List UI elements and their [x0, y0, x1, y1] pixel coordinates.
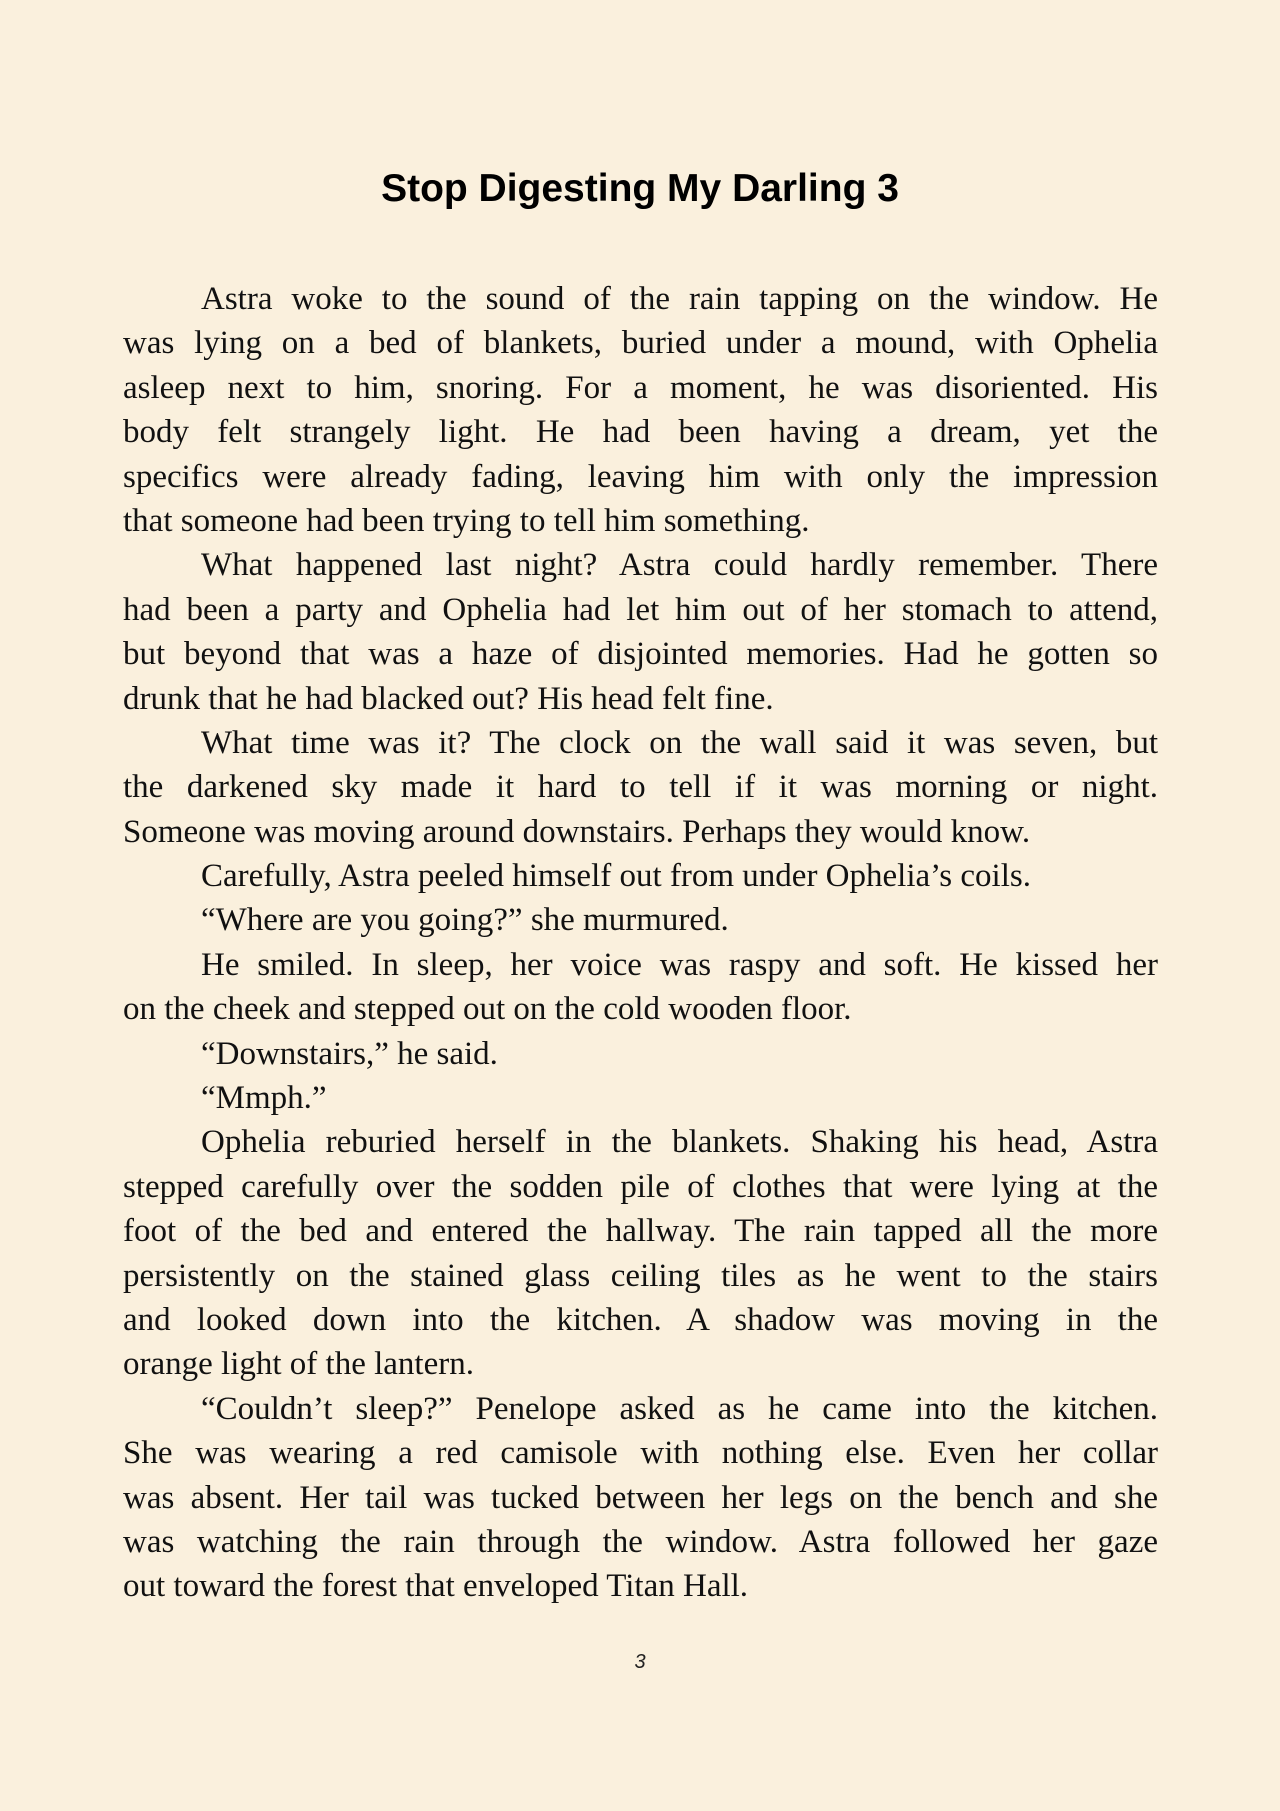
paragraph	[123, 1120, 1158, 1386]
text-line: drunk that he had blacked out? His head felt fine.	[123, 680, 774, 717]
text-line: the darkened sky made it hard to tell if it was morning or night.	[123, 769, 1158, 806]
text-line: had been a party and Ophelia had let him out of her stomach to attend,	[123, 591, 1158, 628]
paragraph	[123, 277, 1158, 543]
paragraph	[123, 898, 1158, 942]
text-line: Carefully, Astra peeled himself out from under Ophelia’s coils.	[201, 858, 1031, 895]
text-line: asleep next to him, snoring. For a moment, he was disoriented. His	[123, 369, 1158, 406]
text-line: “Mmph.”	[201, 1080, 327, 1117]
chapter-title: Stop Digesting My Darling 3	[381, 167, 899, 210]
text-line: on the cheek and stepped out on the cold wooden floor.	[123, 991, 852, 1028]
paragraph	[123, 721, 1158, 854]
text-line: was lying on a bed of blankets, buried under a mound, with Ophelia	[123, 325, 1158, 362]
text-line: stepped carefully over the sodden pile of clothes that were lying at the	[123, 1168, 1158, 1205]
text-line: persistently on the stained glass ceiling tiles as he went to the stairs	[123, 1257, 1158, 1294]
text-line: Ophelia reburied herself in the blankets. Shaking his head, Astra	[201, 1124, 1158, 1161]
text-line: Astra woke to the sound of the rain tapping on the window. He	[201, 281, 1158, 317]
text-line: was watching the rain through the window. Astra followed her gaze	[123, 1523, 1158, 1560]
text-line: “Where are you going?” she murmured.	[201, 902, 729, 939]
page-number: 3	[634, 1651, 646, 1673]
text-line: “Downstairs,” he said.	[201, 1035, 498, 1072]
paragraph	[123, 854, 1158, 898]
text-line: out toward the forest that enveloped Titan Hall.	[123, 1568, 749, 1605]
text-line: What happened last night? Astra could hardly remember. There	[201, 547, 1158, 584]
paragraph	[123, 1387, 1158, 1609]
text-line: that someone had been trying to tell him something.	[123, 502, 810, 539]
text-line: orange light of the lantern.	[123, 1346, 474, 1383]
paragraph	[123, 1076, 1158, 1120]
paragraph	[123, 943, 1158, 1032]
text-line: “Couldn’t sleep?” Penelope asked as he came into the kitchen.	[201, 1390, 1158, 1427]
text-line: specifics were already fading, leaving him with only the impression	[123, 458, 1158, 495]
text-line: Someone was moving around downstairs. Perhaps they would know.	[123, 813, 1031, 850]
text-line: and looked down into the kitchen. A shadow was moving in the	[123, 1301, 1158, 1338]
paragraph	[123, 543, 1158, 721]
text-line: What time was it? The clock on the wall said it was seven, but	[201, 724, 1158, 761]
text-line: She was wearing a red camisole with nothing else. Even her collar	[123, 1435, 1158, 1472]
body-text	[123, 277, 1158, 1609]
text-line: but beyond that was a haze of disjointed memories. Had he gotten so	[123, 636, 1158, 673]
text-line: was absent. Her tail was tucked between her legs on the bench and she	[123, 1479, 1158, 1516]
text-line: foot of the bed and entered the hallway. The rain tapped all the more	[123, 1213, 1158, 1250]
text-line: body felt strangely light. He had been having a dream, yet the	[123, 414, 1158, 451]
paragraph	[123, 1032, 1158, 1076]
text-line: He smiled. In sleep, her voice was raspy and soft. He kissed her	[201, 946, 1158, 983]
